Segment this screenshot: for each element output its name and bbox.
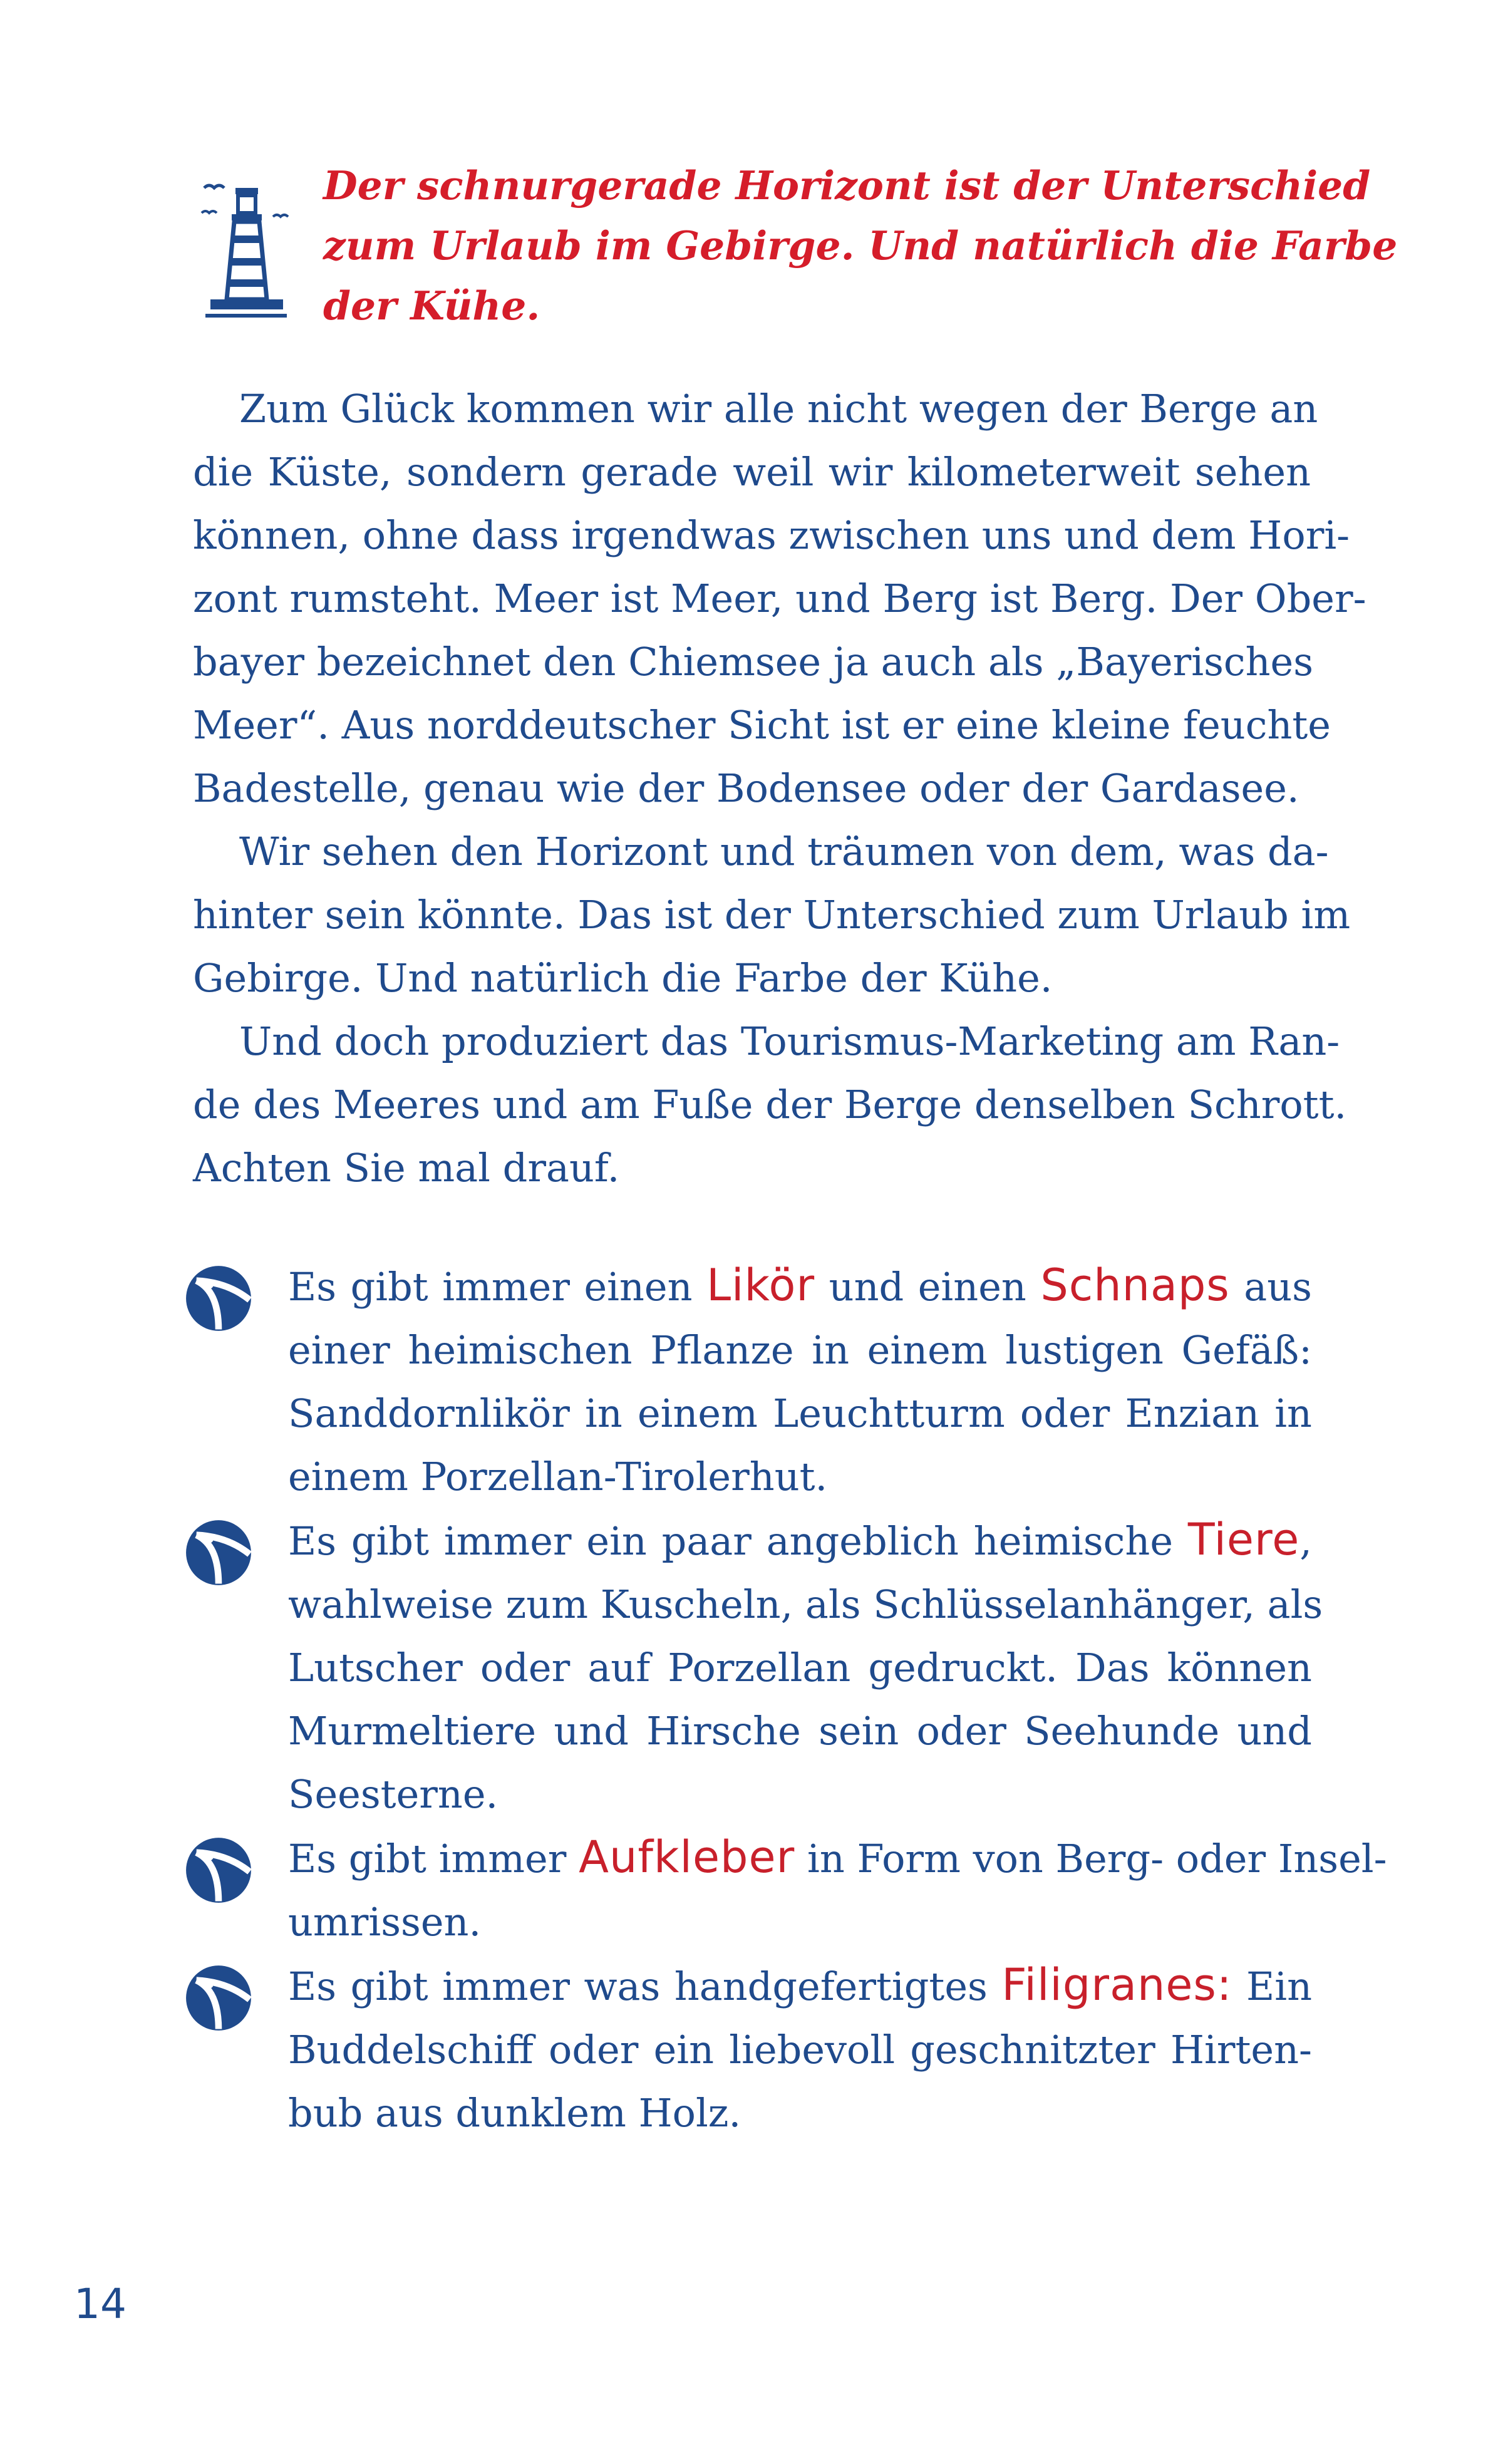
bullet-line: Murmeltiere und Hirsche sein oder Seehunde und: [288, 1708, 1312, 1754]
text-line: Zum Glück kommen wir alle nicht wegen der Berge an: [239, 386, 1318, 432]
keyword: Likör: [706, 1260, 815, 1311]
keyword: Schnaps: [1040, 1260, 1230, 1311]
text-line: bayer bezeichnet den Chiemsee ja auch als „Bayerisches: [193, 639, 1314, 685]
text-line: de des Meeres und am Fuße der Berge denselben Schrott.: [193, 1082, 1347, 1127]
bullet-line: Es gibt immer einen Likör und einen Schnaps aus: [288, 1260, 1313, 1311]
callout-line: der Kühe.: [323, 282, 540, 329]
bullet-line: Es gibt immer Aufkleber in Form von Berg- oder Insel-: [288, 1831, 1387, 1883]
lighthouse-icon: [199, 174, 293, 324]
body-text: [193, 377, 1366, 1199]
bullet-line: einem Porzellan-Tirolerhut.: [288, 1454, 828, 1499]
bullet-line: Sanddornlikör in einem Leuchtturm oder Enzian in: [288, 1390, 1312, 1436]
bullet-list: [182, 1254, 1387, 2145]
list-item: [182, 1508, 1323, 1826]
bullet-line: wahlweise zum Kuscheln, als Schlüsselanhänger, als: [288, 1581, 1323, 1627]
bullet-line: Buddelschiff oder ein liebevoll geschnitzter Hirten-: [288, 2027, 1312, 2073]
paragraph: [193, 820, 1351, 1010]
paragraph: [193, 1010, 1347, 1199]
bullet-line: einer heimischen Pflanze in einem lustigen Gefäß:: [288, 1327, 1312, 1373]
bullet-line: Seesterne.: [288, 1771, 498, 1817]
callout-text: [323, 155, 1398, 336]
keyword: Tiere: [1187, 1514, 1300, 1565]
paragraph: [193, 377, 1366, 820]
beach-ball-icon: [182, 1833, 256, 1907]
text-line: Und doch produziert das Tourismus-Marketing am Ran-: [239, 1018, 1340, 1064]
callout-line: zum Urlaub im Gebirge. Und natürlich die Farbe: [323, 222, 1398, 269]
bullet-line: bub aus dunklem Holz.: [288, 2090, 741, 2136]
keyword: Filigranes:: [1001, 1959, 1232, 2011]
bullet-line: Lutscher oder auf Porzellan gedruckt. Das können: [288, 1645, 1312, 1690]
bullet-line: umrissen.: [288, 1899, 482, 1945]
beach-ball-icon: [182, 1961, 256, 2035]
text-line: Gebirge. Und natürlich die Farbe der Kühe.: [193, 955, 1053, 1001]
bullet-line: Es gibt immer ein paar angeblich heimische Tiere,: [288, 1514, 1312, 1565]
beach-ball-icon: [182, 1261, 256, 1335]
callout-line: Der schnurgerade Horizont ist der Unterschied: [323, 162, 1371, 209]
text-line: Wir sehen den Horizont und träumen von dem, was da-: [239, 829, 1329, 874]
keyword: Aufkleber: [579, 1831, 795, 1883]
bullet-line: Es gibt immer was handgefertigtes Filigranes: Ein: [288, 1959, 1312, 2011]
list-item: [182, 1254, 1312, 1508]
text-line: können, ohne dass irgendwas zwischen uns und dem Hori-: [193, 512, 1350, 558]
text-line: Achten Sie mal drauf.: [193, 1145, 620, 1191]
text-line: hinter sein könnte. Das ist der Unterschied zum Urlaub im: [193, 892, 1351, 938]
text-line: zont rumsteht. Meer ist Meer, und Berg ist Berg. Der Ober-: [193, 576, 1366, 621]
beach-ball-icon: [182, 1516, 256, 1590]
list-item: [182, 1826, 1387, 1954]
text-line: die Küste, sondern gerade weil wir kilometerweit sehen: [193, 449, 1311, 495]
list-item: [182, 1954, 1312, 2145]
text-line: Badestelle, genau wie der Bodensee oder der Gardasee.: [193, 765, 1299, 811]
text-line: Meer“. Aus norddeutscher Sicht ist er eine kleine feuchte: [193, 702, 1331, 748]
page-number: 14: [74, 2280, 127, 2328]
